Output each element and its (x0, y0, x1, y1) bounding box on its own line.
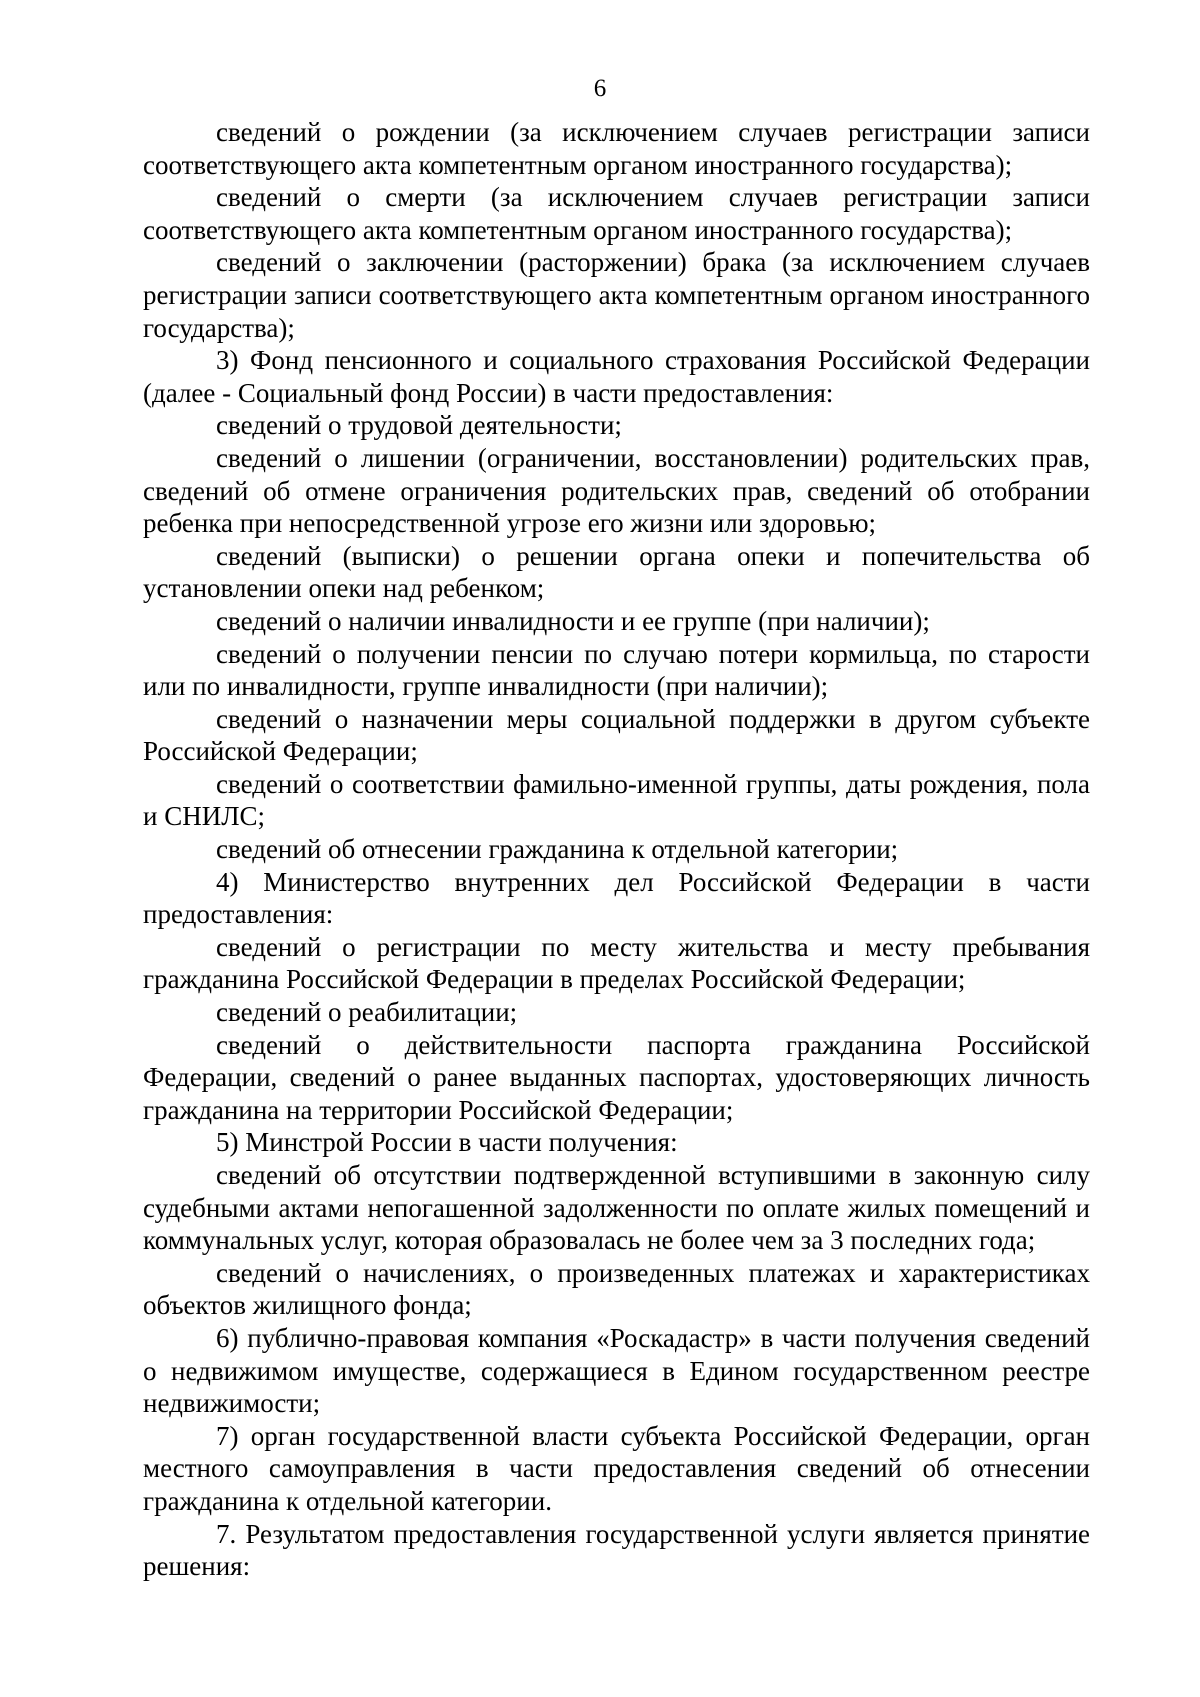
paragraph-passport: сведений о действительности паспорта гражданина Российской Федерации, сведений о ранее выданных паспортах, удостоверяющих личность гражданина на территории Российской Федерации; (143, 1029, 1090, 1125)
paragraph-item-5-minstroy: 5) Минстрой России в части получения: (216, 1127, 678, 1158)
paragraph-item-6-roskadastr: 6) публично-правовая компания «Роскадастр» в части получения сведений о недвижимом имуществе, содержащиеся в Едином государственном реестре недвижимости; (143, 1322, 1090, 1419)
paragraph-registration: сведений о регистрации по месту жительства и месту пребывания гражданина Российской Федерации в пределах Российской Федерации; (143, 931, 1090, 995)
paragraph-social-support: сведений о назначении меры социальной поддержки в другом субъекте Российской Федерации; (143, 703, 1090, 767)
paragraph-guardianship: сведений (выписки) о решении органа опеки и попечительства об установлении опеки над ребенком; (143, 540, 1090, 604)
paragraph-item-4-mvd: 4) Министерство внутренних дел Российской Федерации в части предоставления: (143, 866, 1090, 930)
paragraph-marriage-records: сведений о заключении (расторжении) брака (за исключением случаев регистрации записи соответствующего акта компетентным органом иностранного государства); (143, 247, 1090, 343)
paragraph-pension: сведений о получении пенсии по случаю потери кормильца, по старости или по инвалидности, группе инвалидности (при наличии); (143, 638, 1090, 702)
paragraph-snils: сведений о соответствии фамильно-именной группы, даты рождения, пола и СНИЛС; (143, 768, 1090, 832)
paragraph-item-7-authority: 7) орган государственной власти субъекта Российской Федерации, орган местного самоуправления в части предоставления сведений об отнесении гражданина к отдельной категории. (143, 1420, 1090, 1516)
paragraph-disability: сведений о наличии инвалидности и ее группе (при наличии); (216, 605, 930, 636)
paragraph-birth-records: сведений о рождении (за исключением случаев регистрации записи соответствующего акта компетентным органом иностранного государства); (143, 117, 1090, 180)
paragraph-death-records: сведений о смерти (за исключением случаев регистрации записи соответствующего акта компетентным органом иностранного государства); (143, 182, 1090, 245)
paragraph-section-7-result: 7. Результатом предоставления государственной услуги является принятие решения: (143, 1518, 1090, 1582)
paragraph-housing-payments: сведений о начислениях, о произведенных платежах и характеристиках объектов жилищного фонда; (143, 1257, 1090, 1321)
paragraph-labor-activity: сведений о трудовой деятельности; (216, 410, 622, 441)
paragraph-debt: сведений об отсутствии подтвержденной вступившими в законную силу судебными актами непогашенной задолженности по оплате жилых помещений и коммунальных услуг, которая образовалась не более чем за 3 последних года; (143, 1160, 1090, 1256)
paragraph-rehabilitation: сведений о реабилитации; (216, 997, 518, 1028)
document-body (143, 116, 1090, 1583)
paragraph-category: сведений об отнесении гражданина к отдельной категории; (216, 834, 899, 865)
paragraph-parental-rights: сведений о лишении (ограничении, восстановлении) родительских прав, сведений об отмене ограничения родительских прав, сведений об отобрании ребенка при непосредственной угрозе его жизни или здоровью; (143, 442, 1090, 539)
page-number: 6 (593, 75, 607, 102)
paragraph-item-3-social-fund: 3) Фонд пенсионного и социального страхования Российской Федерации (далее - Социальный фонд России) в части предоставления: (143, 345, 1090, 408)
